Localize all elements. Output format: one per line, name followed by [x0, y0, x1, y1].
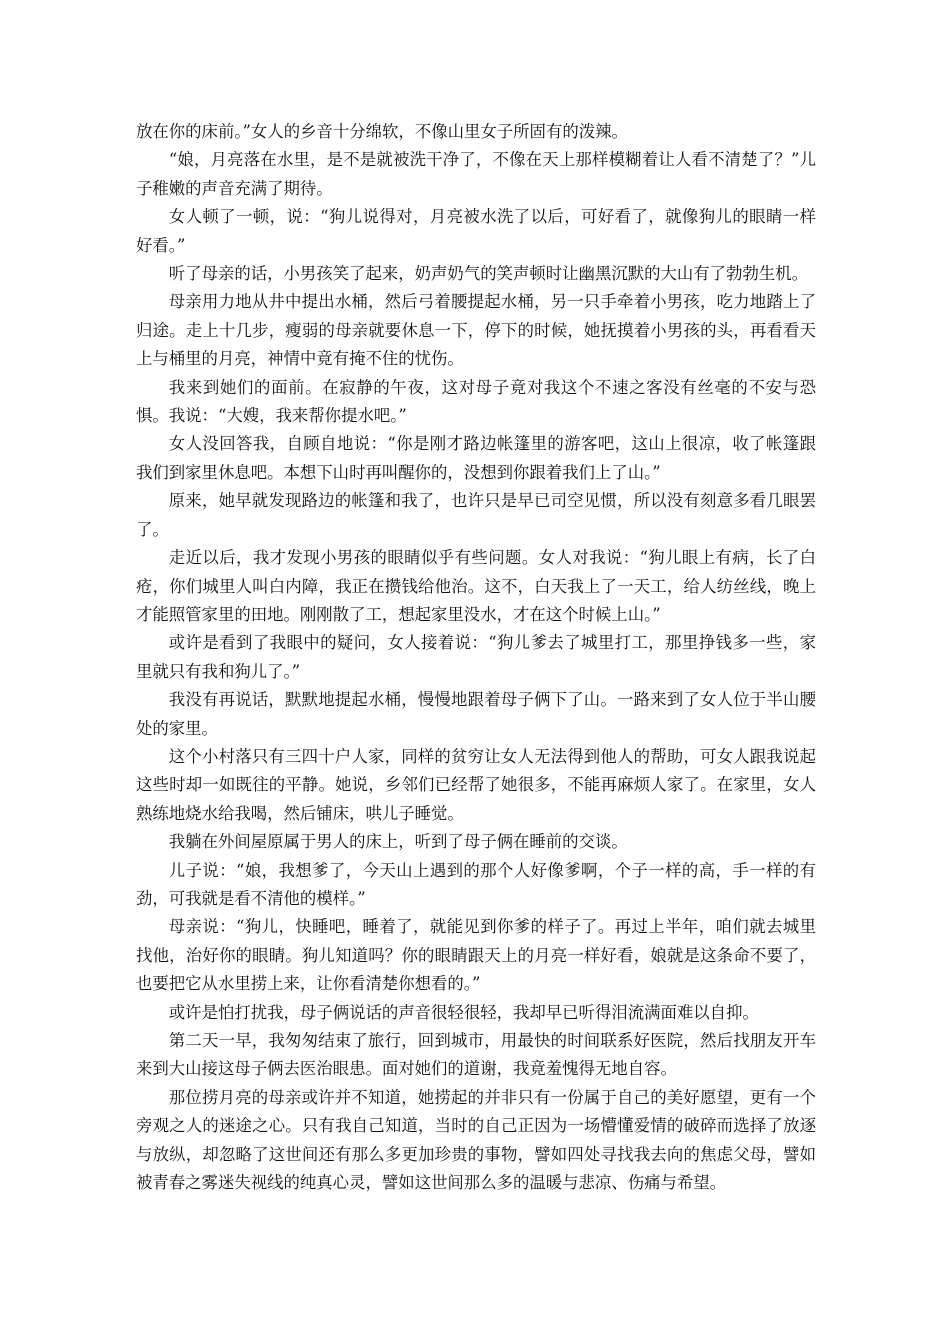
paragraph: 我没有再说话，默默地提起水桶，慢慢地跟着母子俩下了山。一路来到了女人位于半山腰处的家里。 [136, 690, 816, 738]
paragraph: 女人顿了一顿，说：“狗儿说得对，月亮被水洗了以后，可好看了，就像狗儿的眼睛一样好看。” [136, 207, 816, 255]
paragraph: 女人没回答我，自顾自地说：“你是刚才路边帐篷里的游客吧，这山上很凉，收了帐篷跟我们到家里休息吧。本想下山时再叫醒你的，没想到你跟着我们上了山。” [136, 434, 816, 482]
paragraph: 我躺在外间屋原属于男人的床上，听到了母子俩在睡前的交谈。 [168, 832, 628, 852]
paragraph: 原来，她早就发现路边的帐篷和我了，也许只是早已司空见惯，所以没有刻意多看几眼罢了。 [136, 491, 816, 539]
paragraph: 或许是看到了我眼中的疑问，女人接着说：“狗儿爹去了城里打工，那里挣钱多一些，家里就只有我和狗儿了。” [136, 633, 816, 681]
paragraph: 走近以后，我才发现小男孩的眼睛似乎有些问题。女人对我说：“狗儿眼上有病，长了白疮，你们城里人叫白内障，我正在攒钱给他治。这不，白天我上了一天工，给人纺丝线，晚上才能照管家里的田地。刚刚散了工，想起家里没水，才在这个时候上山。” [136, 548, 816, 624]
paragraph: 我来到她们的面前。在寂静的午夜，这对母子竟对我这个不速之客没有丝毫的不安与恐惧。我说：“大嫂，我来帮你提水吧。” [136, 377, 816, 426]
paragraph: 母亲用力地从井中提出水桶，然后弓着腰提起水桶，另一只手牵着小男孩，吃力地踏上了归途。走上十几步，瘦弱的母亲就要休息一下，停下的时候，她抚摸着小男孩的头，再看看天上与桶里的月亮，神情中竟有掩不住的忧伤。 [136, 292, 816, 369]
paragraph: 儿子说：“娘，我想爹了，今天山上遇到的那个人好像爹啊，个子一样的高，手一样的有劲，可我就是看不清他的模样。” [136, 860, 816, 908]
document-body [136, 118, 816, 1197]
paragraph: 这个小村落只有三四十户人家，同样的贫穷让女人无法得到他人的帮助，可女人跟我说起这些时却一如既往的平静。她说，乡邻们已经帮了她很多，不能再麻烦人家了。在家里，女人熟练地烧水给我喝，然后铺床，哄儿子睡觉。 [136, 746, 816, 823]
paragraph: 母亲说：“狗儿，快睡吧，睡着了，就能见到你爹的样子了。再过上半年，咱们就去城里找他，治好你的眼睛。狗儿知道吗？你的眼睛跟天上的月亮一样好看，娘就是这条命不要了，也要把它从水里捞上来，让你看清楚你想看的。” [136, 917, 816, 994]
paragraph: “娘，月亮落在水里，是不是就被洗干净了，不像在天上那样模糊着让人看不清楚了？”儿子稚嫩的声音充满了期待。 [136, 150, 816, 198]
paragraph: 那位捞月亮的母亲或许并不知道，她捞起的并非只有一份属于自己的美好愿望，更有一个旁观之人的迷途之心。只有我自己知道，当时的自己正因为一场懵懂爱情的破碎而选择了放逐与放纵，却忽略了这世间还有那么多更加珍贵的事物，譬如四处寻找我去向的焦虑父母，譬如被青春之雾迷失视线的纯真心灵，譬如这世间那么多的温暖与悲凉、伤痛与希望。 [136, 1087, 816, 1193]
paragraph: 听了母亲的话，小男孩笑了起来，奶声奶气的笑声顿时让幽黑沉默的大山有了勃勃生机。 [168, 264, 809, 284]
paragraph: 放在你的床前。”女人的乡音十分绵软，不像山里女子所固有的泼辣。 [136, 122, 628, 141]
paragraph: 第二天一早，我匆匆结束了旅行，回到城市，用最快的时间联系好医院，然后找朋友开车来到大山接这母子俩去医治眼患。面对她们的道谢，我竟羞愧得无地自容。 [136, 1031, 816, 1079]
paragraph: 或许是怕打扰我，母子俩说话的声音很轻很轻，我却早已听得泪流满面难以自抑。 [168, 1002, 759, 1022]
